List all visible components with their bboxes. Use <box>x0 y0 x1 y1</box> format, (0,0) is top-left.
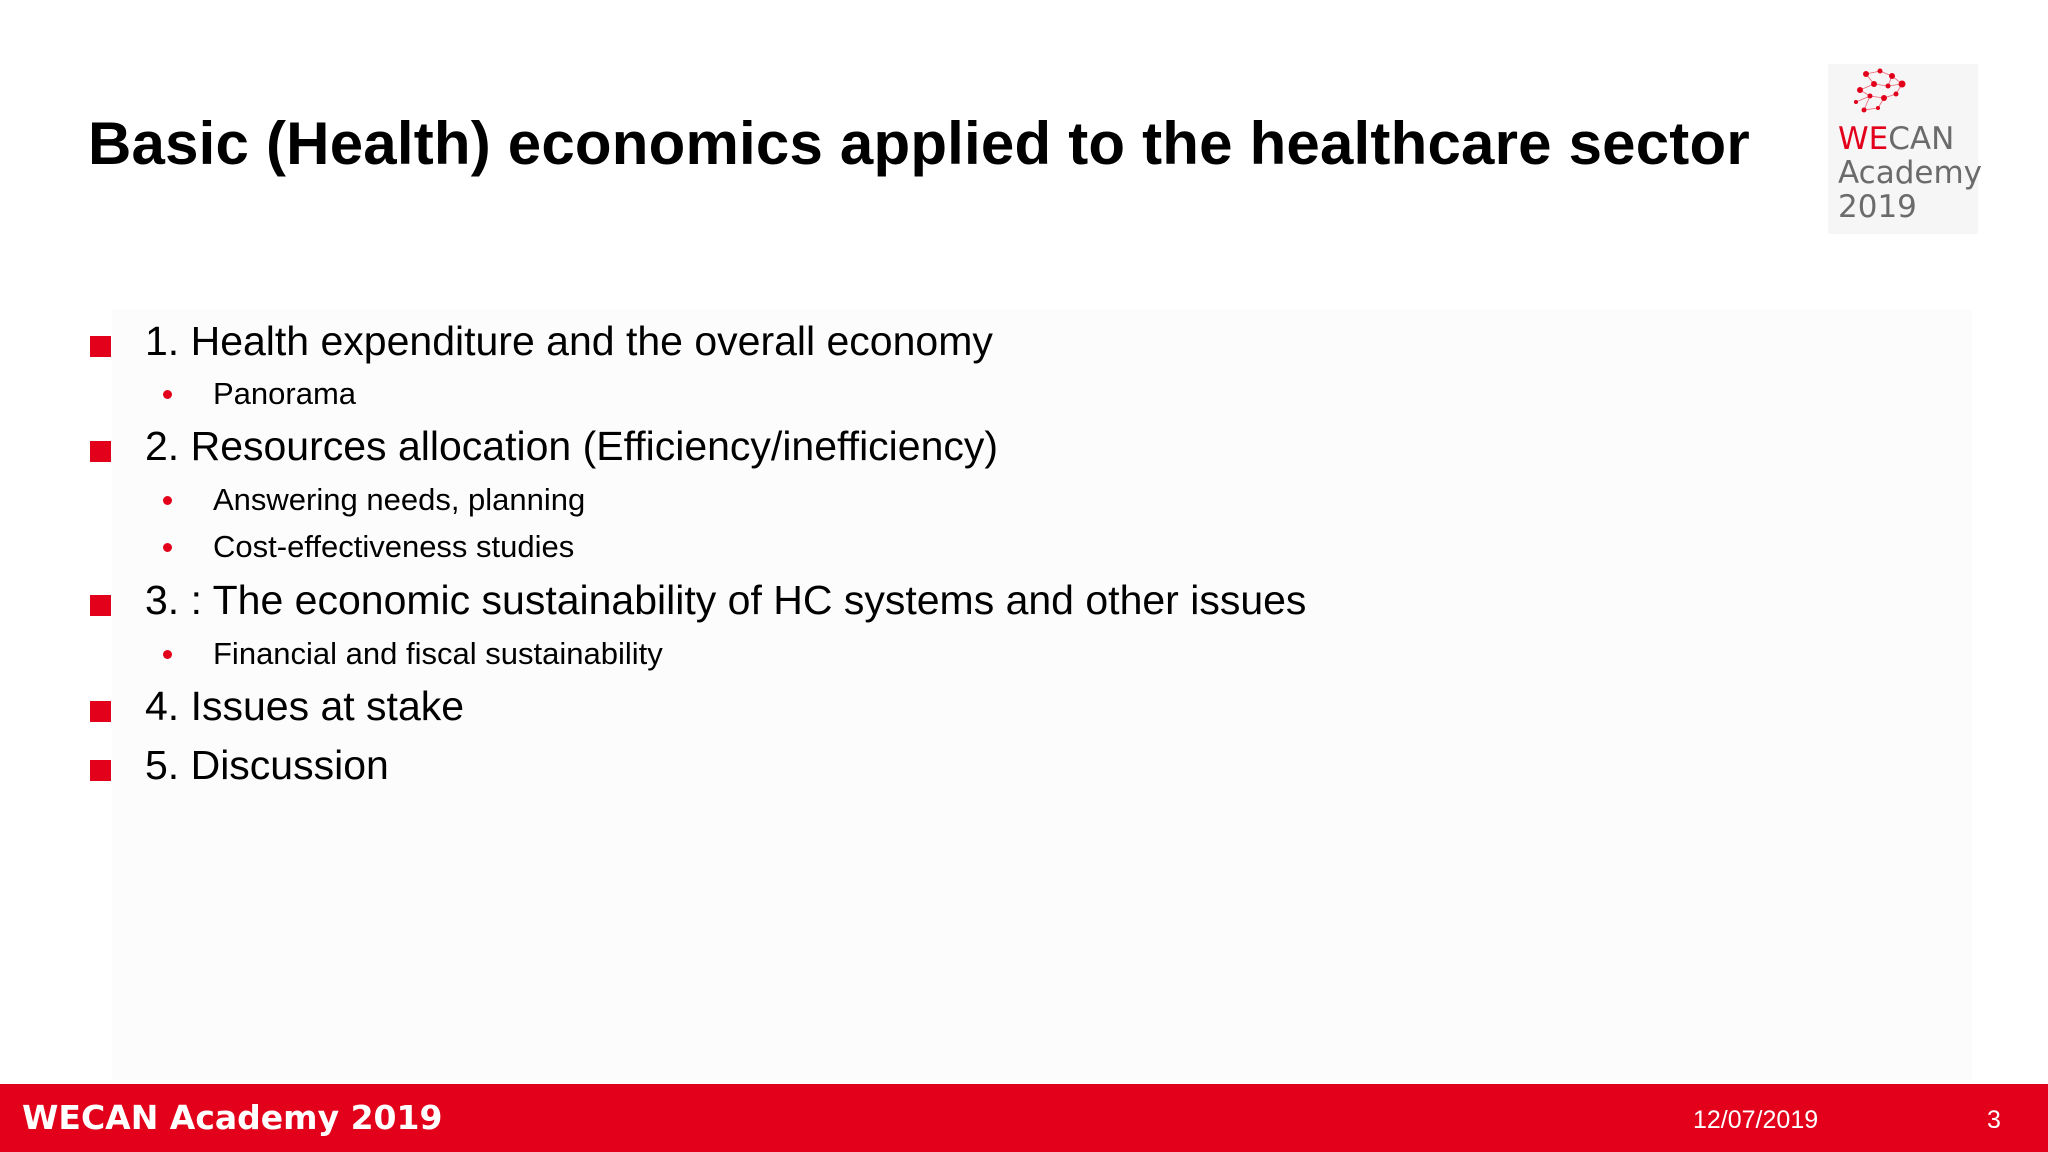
logo-wordmark: WECAN Academy 2019 <box>1838 121 1982 225</box>
square-bullet-icon <box>90 595 111 616</box>
dot-bullet-icon <box>163 650 172 659</box>
square-bullet-icon <box>90 760 111 781</box>
footer-bar <box>0 1084 2048 1152</box>
slide-title: Basic (Health) economics applied to the healthcare sector <box>88 110 1750 177</box>
wecan-academy-logo <box>1828 64 1982 234</box>
dot-bullet-icon <box>163 543 172 552</box>
slide: Basic (Health) economics applied to the healthcare sector WECAN Academy 2019 1. Health expenditure and the overall economy Panorama 2. Resources allocation (Efficiency/inefficiency) Answering needs, planning Cost-effectiveness studies 3. : The economic sustainability of HC systems and other issues Financial and fiscal sustainability 4. Issues at stake 5. Discussion WECAN Academy 2019 12/07/2019 3 <box>0 0 2048 1152</box>
square-bullet-icon <box>90 701 111 722</box>
footer-date: 12/07/2019 <box>1693 1106 1819 1134</box>
square-bullet-icon <box>90 441 111 462</box>
dot-bullet-icon <box>163 390 172 399</box>
network-dots-icon <box>1828 64 1978 124</box>
footer-brand: WECAN Academy 2019 <box>22 1098 443 1137</box>
dot-bullet-icon <box>163 496 172 505</box>
page-number: 3 <box>1987 1106 2001 1134</box>
square-bullet-icon <box>90 336 111 357</box>
